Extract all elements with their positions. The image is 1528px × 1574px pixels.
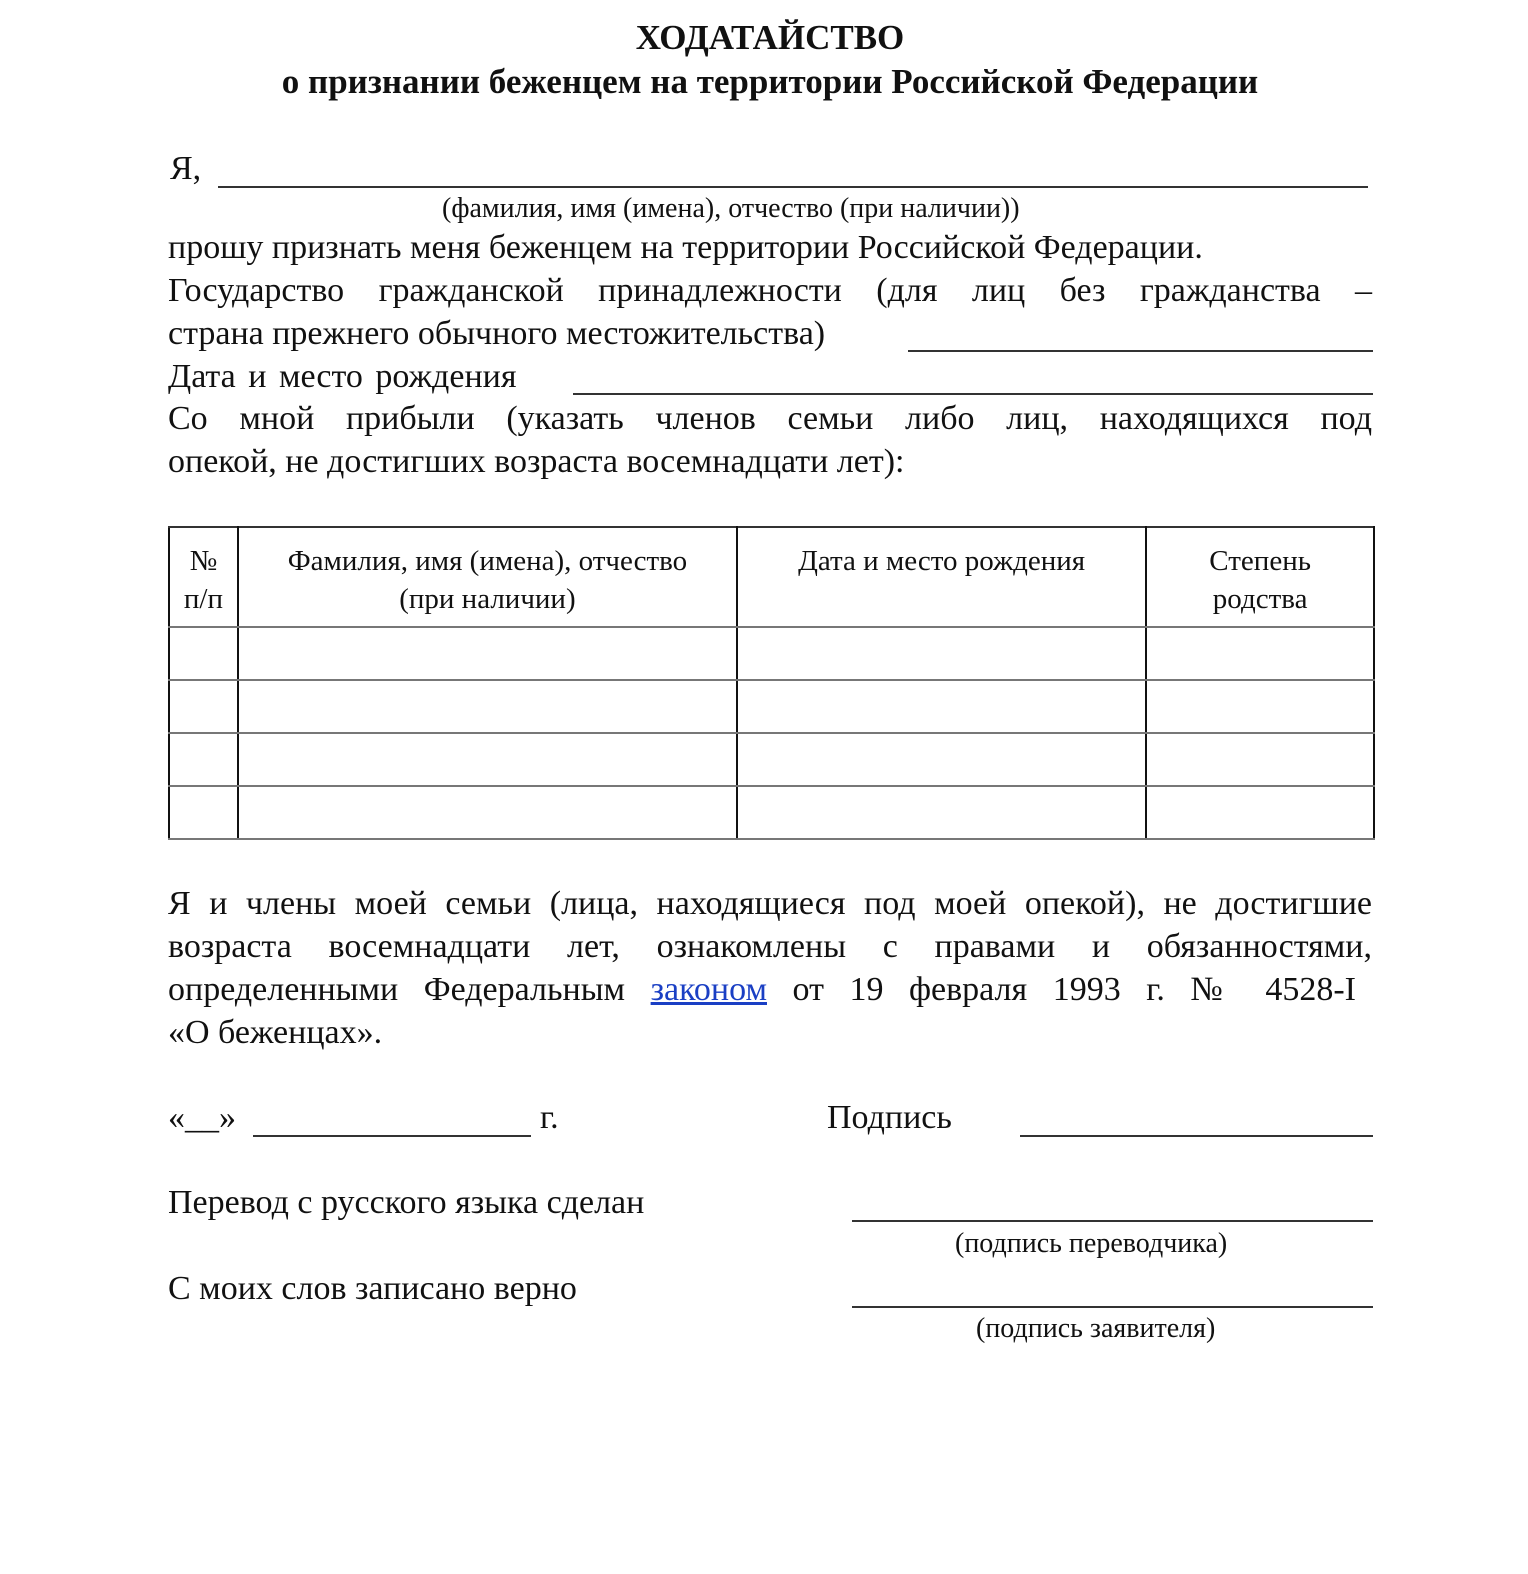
verified-label: С моих слов записано верно (168, 1270, 577, 1307)
table-cell[interactable] (1146, 680, 1374, 733)
table-header-row (169, 527, 1374, 627)
citizenship-label-line2: страна прежнего обычного местожительства) (168, 315, 826, 352)
family-members-table (168, 526, 1375, 840)
table-cell[interactable] (169, 680, 238, 733)
translation-label: Перевод с русского языка сделан (168, 1184, 645, 1221)
request-text: прошу признать меня беженцем на территории Российской Федерации. (168, 229, 1203, 266)
table-cell[interactable] (737, 786, 1146, 839)
birth-field[interactable] (573, 393, 1373, 395)
column-header-birth: Дата и место рождения (737, 527, 1146, 627)
table-row (169, 733, 1374, 786)
date-month-year-field[interactable] (253, 1135, 531, 1137)
document-title: ХОДАТАЙСТВО (635, 18, 905, 57)
translator-caption: (подпись переводчика) (955, 1228, 1228, 1259)
table-cell[interactable] (737, 680, 1146, 733)
column-header-number: № п/п (169, 527, 238, 627)
arrived-label-line1: Со мной прибыли (указать членов семьи либо лиц, находящихся под (168, 400, 1372, 437)
birth-label: Дата и место рождения (168, 358, 517, 395)
arrived-label-line2: опекой, не достигших возраста восемнадцати лет): (168, 443, 905, 480)
applicant-prefix: Я, (170, 150, 202, 187)
table-cell[interactable] (1146, 733, 1374, 786)
acknowledgement-line1: Я и члены моей семьи (лица, находящиеся под моей опекой), не достигшие (168, 885, 1372, 922)
table-row (169, 786, 1374, 839)
table-cell[interactable] (737, 733, 1146, 786)
signature-field[interactable] (1020, 1135, 1373, 1137)
law-link[interactable]: законом (650, 971, 767, 1008)
table-cell[interactable] (238, 786, 737, 839)
applicant-signature-field[interactable] (852, 1306, 1373, 1308)
citizenship-field[interactable] (908, 350, 1373, 352)
signature-label: Подпись (827, 1099, 952, 1136)
table-row (169, 680, 1374, 733)
date-year-suffix: г. (540, 1099, 559, 1136)
applicant-name-caption: (фамилия, имя (имена), отчество (при наличии)) (442, 193, 1020, 224)
table-cell[interactable] (169, 733, 238, 786)
table-cell[interactable] (238, 680, 737, 733)
citizenship-label-line1: Государство гражданской принадлежности (для лиц без гражданства – (168, 272, 1372, 309)
applicant-caption: (подпись заявителя) (976, 1313, 1216, 1344)
table-cell[interactable] (169, 786, 238, 839)
table-cell[interactable] (737, 627, 1146, 680)
table-row (169, 627, 1374, 680)
column-header-relation: Степень родства (1146, 527, 1374, 627)
translator-signature-field[interactable] (852, 1220, 1373, 1222)
column-header-full-name: Фамилия, имя (имена), отчество (при наличии) (238, 527, 737, 627)
applicant-name-field[interactable] (218, 186, 1368, 188)
table-cell[interactable] (169, 627, 238, 680)
document-subtitle: о признании беженцем на территории Российской Федерации (281, 62, 1259, 101)
acknowledgement-line4: «О беженцах». (168, 1014, 383, 1051)
date-day-field[interactable]: «__» (168, 1099, 236, 1136)
table-cell[interactable] (238, 733, 737, 786)
table-cell[interactable] (1146, 627, 1374, 680)
acknowledgement-line2: возраста восемнадцати лет, ознакомлены с правами и обязанностями, (168, 928, 1372, 965)
table-cell[interactable] (238, 627, 737, 680)
acknowledgement-line3: определенными Федеральным законом от 19 февраля 1993 г. № 4528-I (168, 971, 1357, 1008)
table-cell[interactable] (1146, 786, 1374, 839)
